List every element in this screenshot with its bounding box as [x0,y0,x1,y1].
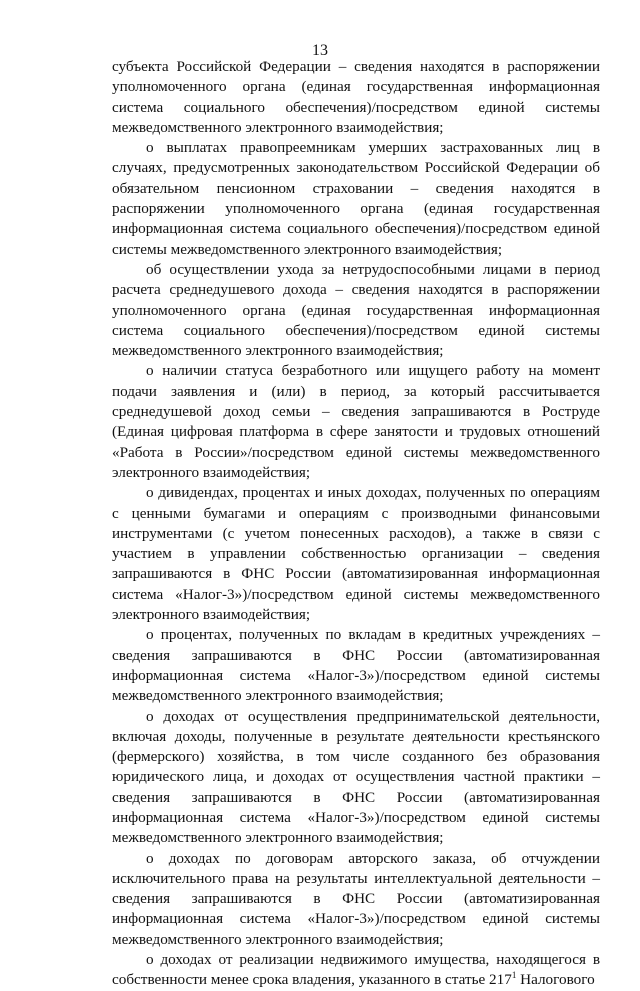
paragraph-author-contracts: о доходах по договорам авторского заказа, об отчуждении исключительного права на результаты интеллектуальной деятельности – сведения запрашиваются в ФНС России (автоматизированная информационная система «Налог-3»)/посредством единой системы межведомственного электронного взаимодействия; [112,849,600,948]
page-number: 13 [312,42,328,59]
paragraph-successor-payments: о выплатах правопреемникам умерших застрахованных лиц в случаях, предусмотренных законодательством Российской Федерации об обязательном пенсионном страховании – сведения находятся в распоряжении уполномоченного органа (единая государственная информационная система социального обеспечения)/посредством единой системы межведомственного электронного взаимодействия; [112,139,600,258]
paragraph-entrepreneurial-income: о доходах от осуществления предпринимательской деятельности, включая доходы, полученные в результате деятельности крестьянского (фермерского) хозяйства, в том числе созданного без образования юридического лица, и доходах от осуществления частной практики – сведения запрашиваются в ФНС России (автоматизированная информационная система «Налог-3»)/посредством единой системы межведомственного электронного взаимодействия; [112,707,600,847]
document-body [112,57,600,991]
real-estate-text-after: Налогового [516,971,595,989]
paragraph-real-estate-sale [112,950,600,991]
article-superscript: 1 [511,970,517,981]
paragraph-regional-subject-continuation: субъекта Российской Федерации – сведения находятся в распоряжении уполномоченного органа (единая государственная информационная система социального обеспечения)/посредством единой системы межведомственного электронного взаимодействия; [112,58,600,136]
paragraph-unemployment-status: о наличии статуса безработного или ищущего работу на момент подачи заявления и (или) в период, за который рассчитывается среднедушевой доход семьи – сведения запрашиваются в Роструде (Единая цифровая платформа в сфере занятости и трудовых отношений «Работа в России»/посредством единой системы межведомственного электронного взаимодействия; [112,362,600,481]
paragraph-dividends-securities: о дивидендах, процентах и иных доходах, полученных по операциям с ценными бумагами и операциям с производными финансовыми инструментами (с учетом понесенных расходов), а также в связи с участием в управлении собственностью организации – сведения запрашиваются в ФНС России (автоматизированная информационная система «Налог-3»)/посредством единой системы межведомственного электронного взаимодействия; [112,484,600,624]
paragraph-care-of-disabled: об осуществлении ухода за нетрудоспособными лицами в период расчета среднедушевого дохода – сведения находятся в распоряжении уполномоченного органа (единая государственная информационная система социального обеспечения)/посредством единой системы межведомственного электронного взаимодействия; [112,260,600,360]
paragraph-deposit-interest: о процентах, полученных по вкладам в кредитных учреждениях – сведения запрашиваются в ФНС России (автоматизированная информационная система «Налог-3»)/посредством единой системы межведомственного электронного взаимодействия; [112,626,600,705]
real-estate-text-before: о доходах от реализации недвижимого имущества, находящегося в собственности менее срока владения, указанного в статье 217 [112,951,600,989]
